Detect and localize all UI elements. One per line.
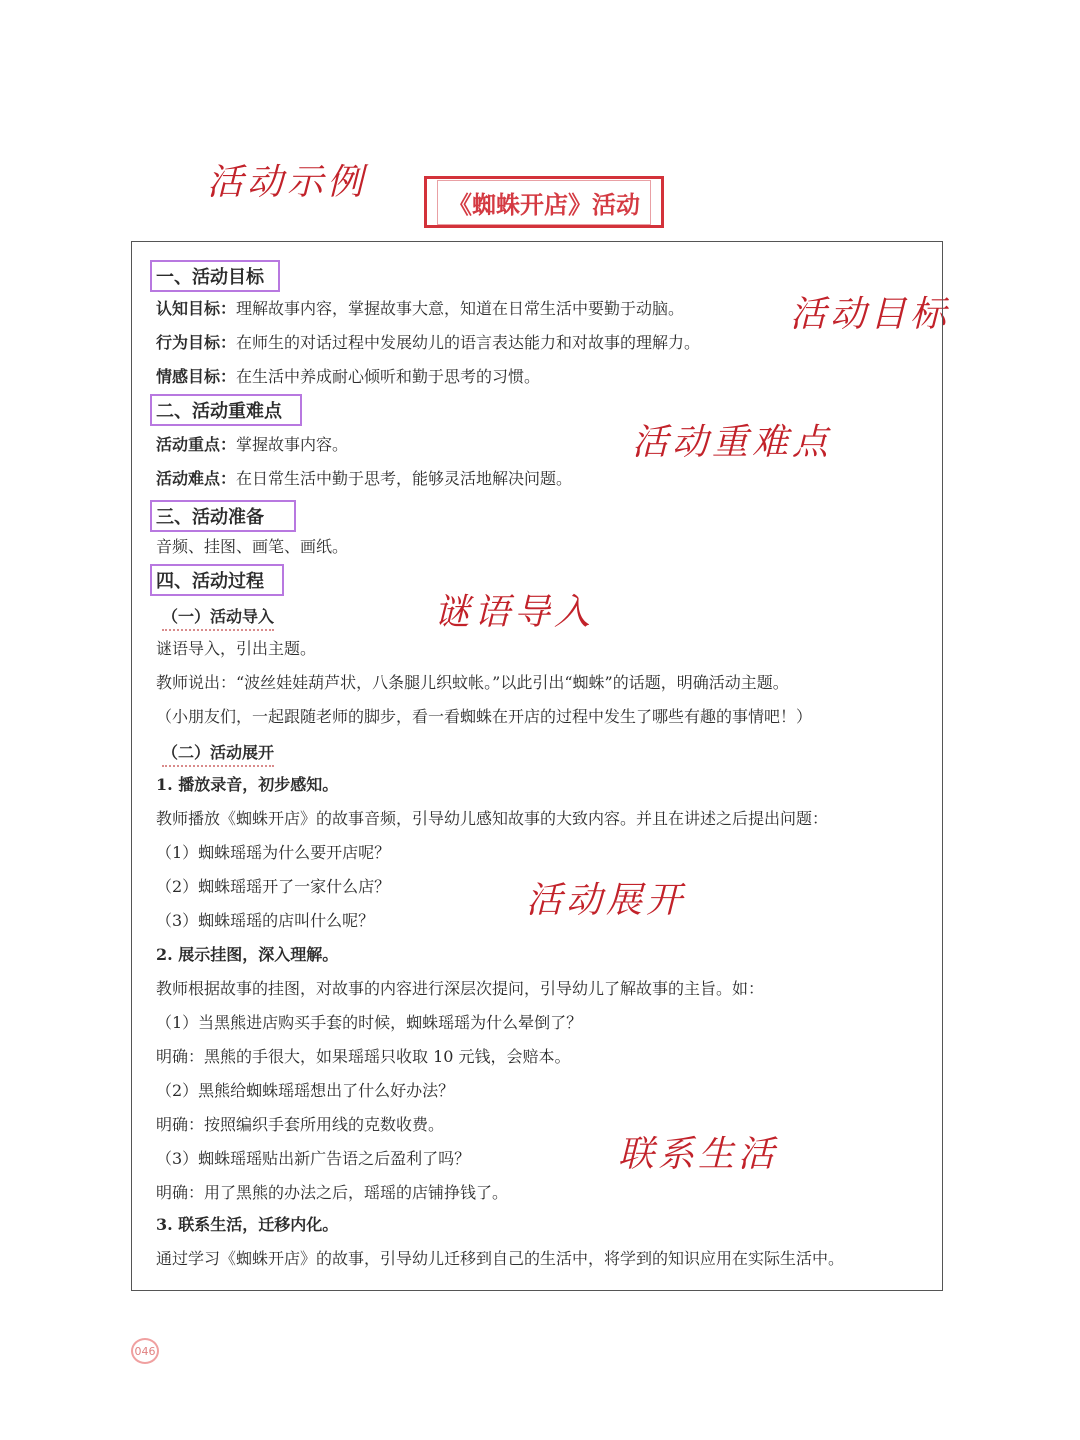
- question-6: （3）蜘蛛瑶瑶贴出新广告语之后盈利了吗？: [156, 1149, 471, 1168]
- answer-5: 明确：按照编织手套所用线的克数收费。: [156, 1115, 445, 1134]
- annotation-unfold: 活动展开: [526, 880, 687, 921]
- step-3-heading: 3. 联系生活，迁移内化。: [156, 1215, 339, 1234]
- goal-behavior: [156, 332, 700, 354]
- intro-line-2: 教师说出：“波丝娃娃葫芦状，八条腿儿织蚊帐。”以此引出“蜘蛛”的话题，明确活动主题。: [156, 673, 789, 692]
- subsection-unfold: （二）活动展开: [162, 740, 274, 767]
- annotation-riddle: 谜语导入: [434, 592, 595, 633]
- section-preparation-heading: 三、活动准备: [150, 500, 296, 532]
- annotation-life: 联系生活: [618, 1134, 779, 1175]
- goal-emotion-label: 情感目标：: [156, 367, 237, 386]
- difficult-point: [156, 468, 572, 490]
- section-process-heading: 四、活动过程: [150, 564, 284, 596]
- goal-behavior-text: 在师生的对话过程中发展幼儿的语言表达能力和对故事的理解力。: [236, 333, 701, 352]
- step-2-text: 教师根据故事的挂图，对故事的内容进行深层次提问，引导幼儿了解故事的主旨。如：: [156, 979, 765, 998]
- document-title: 《蜘蛛开店》活动: [437, 180, 651, 225]
- section-goals-heading: 一、活动目标: [150, 260, 280, 292]
- answer-6: 明确：用了黑熊的办法之后，瑶瑶的店铺挣钱了。: [156, 1183, 509, 1202]
- goal-behavior-label: 行为目标：: [156, 333, 237, 352]
- answer-4: 明确：黑熊的手很大，如果瑶瑶只收取 10 元钱，会赔本。: [156, 1047, 571, 1066]
- goal-cognitive-label: 认知目标：: [156, 299, 237, 318]
- intro-line-1: 谜语导入，引出主题。: [156, 639, 317, 658]
- goal-emotion-text: 在生活中养成耐心倾听和勤于思考的习惯。: [236, 367, 541, 386]
- question-5: （2）黑熊给蜘蛛瑶瑶想出了什么好办法？: [156, 1081, 455, 1100]
- question-4: （1）当黑熊进店购买手套的时候，蜘蛛瑶瑶为什么晕倒了？: [156, 1013, 583, 1032]
- step-1-heading: 1. 播放录音，初步感知。: [156, 775, 339, 794]
- question-2: （2）蜘蛛瑶瑶开了一家什么店？: [156, 877, 391, 896]
- annotation-goals: 活动目标: [790, 294, 951, 335]
- page-number: 046: [131, 1338, 159, 1364]
- step-1-text: 教师播放《蜘蛛开店》的故事音频，引导幼儿感知故事的大致内容。并且在讲述之后提出问题：: [156, 809, 829, 828]
- intro-line-3: （小朋友们，一起跟随老师的脚步，看一看蜘蛛在开店的过程中发生了哪些有趣的事情吧！）: [156, 707, 813, 726]
- document-title-box: [424, 176, 664, 228]
- key-point: [156, 434, 348, 456]
- difficult-point-text: 在日常生活中勤于思考，能够灵活地解决问题。: [236, 469, 573, 488]
- step-3-text: 通过学习《蜘蛛开店》的故事，引导幼儿迁移到自己的生活中，将学到的知识应用在实际生活中。: [156, 1249, 845, 1268]
- step-2-heading: 2. 展示挂图，深入理解。: [156, 945, 339, 964]
- question-1: （1）蜘蛛瑶瑶为什么要开店呢？: [156, 843, 391, 862]
- goal-emotion: [156, 366, 540, 388]
- question-3: （3）蜘蛛瑶瑶的店叫什么呢？: [156, 911, 375, 930]
- subsection-intro: （一）活动导入: [162, 604, 274, 631]
- goal-cognitive: [156, 298, 684, 320]
- goal-cognitive-text: 理解故事内容，掌握故事大意，知道在日常生活中要勤于动脑。: [236, 299, 685, 318]
- key-point-label: 活动重点：: [156, 435, 237, 454]
- annotation-example: 活动示例: [207, 162, 368, 203]
- preparation-text: 音频、挂图、画笔、画纸。: [156, 537, 349, 556]
- section-key-points-heading: 二、活动重难点: [150, 394, 302, 426]
- annotation-key-points: 活动重难点: [632, 422, 833, 463]
- difficult-point-label: 活动难点：: [156, 469, 237, 488]
- key-point-text: 掌握故事内容。: [236, 435, 349, 454]
